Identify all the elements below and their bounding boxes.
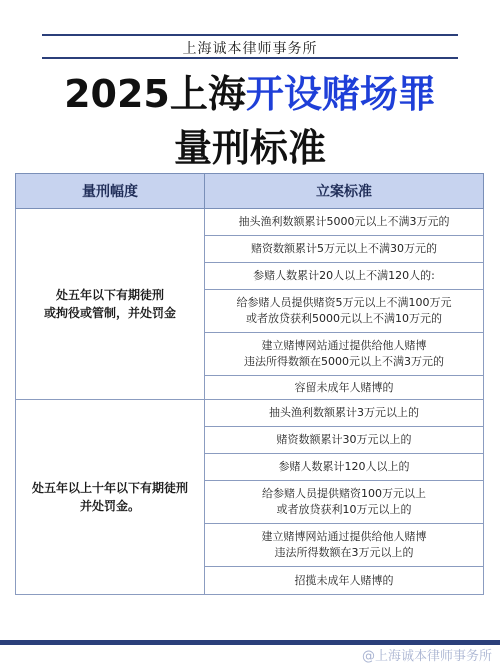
penalty-line: 并处罚金。	[79, 499, 140, 513]
sentencing-table	[15, 173, 484, 595]
criteria-line: 招揽未成年人赌博的	[294, 573, 394, 587]
penalty-line: 或拘役或管制，并处罚金	[43, 306, 176, 320]
criteria-cell	[205, 567, 484, 595]
header-rule-bottom	[42, 57, 458, 59]
watermark: @上海诚本律师事务所	[361, 649, 492, 664]
column-header-penalty: 量刑幅度	[16, 174, 205, 209]
criteria-line: 抽头渔利数额累计3万元以上的	[269, 406, 419, 419]
table-row	[16, 400, 484, 427]
criteria-cell	[205, 481, 484, 524]
criteria-line: 建立赌博网站通过提供给他人赌博	[261, 339, 427, 352]
penalty-cell	[16, 209, 205, 400]
title-prefix: 2025上海	[64, 72, 246, 116]
criteria-line: 容留未成年人赌博的	[294, 380, 394, 394]
criteria-line: 给参赌人员提供赌资100万元以上	[262, 487, 426, 500]
criteria-line: 违法所得数额在3万元以上的	[274, 546, 414, 559]
criteria-cell	[205, 454, 484, 481]
penalty-cell	[16, 400, 205, 595]
criteria-cell	[205, 236, 484, 263]
firm-name: 上海诚本律师事务所	[182, 41, 318, 57]
criteria-cell	[205, 263, 484, 290]
criteria-line: 赌资数额累计30万元以上的	[276, 433, 412, 446]
table-header-row	[16, 174, 484, 209]
criteria-line: 给参赌人员提供赌资5万元以上不满100万元	[236, 296, 452, 309]
criteria-line: 参赌人数累计20人以上不满120人的:	[253, 269, 435, 282]
criteria-line: 抽头渔利数额累计5000元以上不满3万元的	[238, 215, 450, 228]
criteria-line: 赌资数额累计5万元以上不满30万元的	[251, 242, 437, 255]
criteria-line: 建立赌博网站通过提供给他人赌博	[261, 530, 427, 543]
criteria-cell	[205, 376, 484, 400]
page-title-line1	[0, 70, 500, 118]
criteria-line: 或者放贷获利5000元以上不满10万元的	[246, 312, 442, 325]
criteria-cell	[205, 333, 484, 376]
penalty-line: 处五年以上十年以下有期徒刑	[31, 481, 188, 495]
criteria-line: 违法所得数额在5000元以上不满3万元的	[244, 355, 444, 368]
criteria-line: 或者放贷获利10万元以上的	[276, 503, 412, 516]
criteria-cell	[205, 524, 484, 567]
page-title-line2: 量刑标准	[173, 126, 326, 170]
title-highlight: 开设赌场罪	[245, 72, 436, 116]
table-row	[16, 209, 484, 236]
header-rule-top	[42, 34, 458, 36]
criteria-line: 参赌人数累计120人以上的	[278, 460, 410, 473]
criteria-cell	[205, 427, 484, 454]
criteria-cell	[205, 209, 484, 236]
criteria-cell	[205, 400, 484, 427]
column-header-criteria: 立案标准	[205, 174, 484, 209]
criteria-cell	[205, 290, 484, 333]
penalty-line: 处五年以下有期徒刑	[55, 288, 164, 302]
table-body	[16, 209, 484, 595]
